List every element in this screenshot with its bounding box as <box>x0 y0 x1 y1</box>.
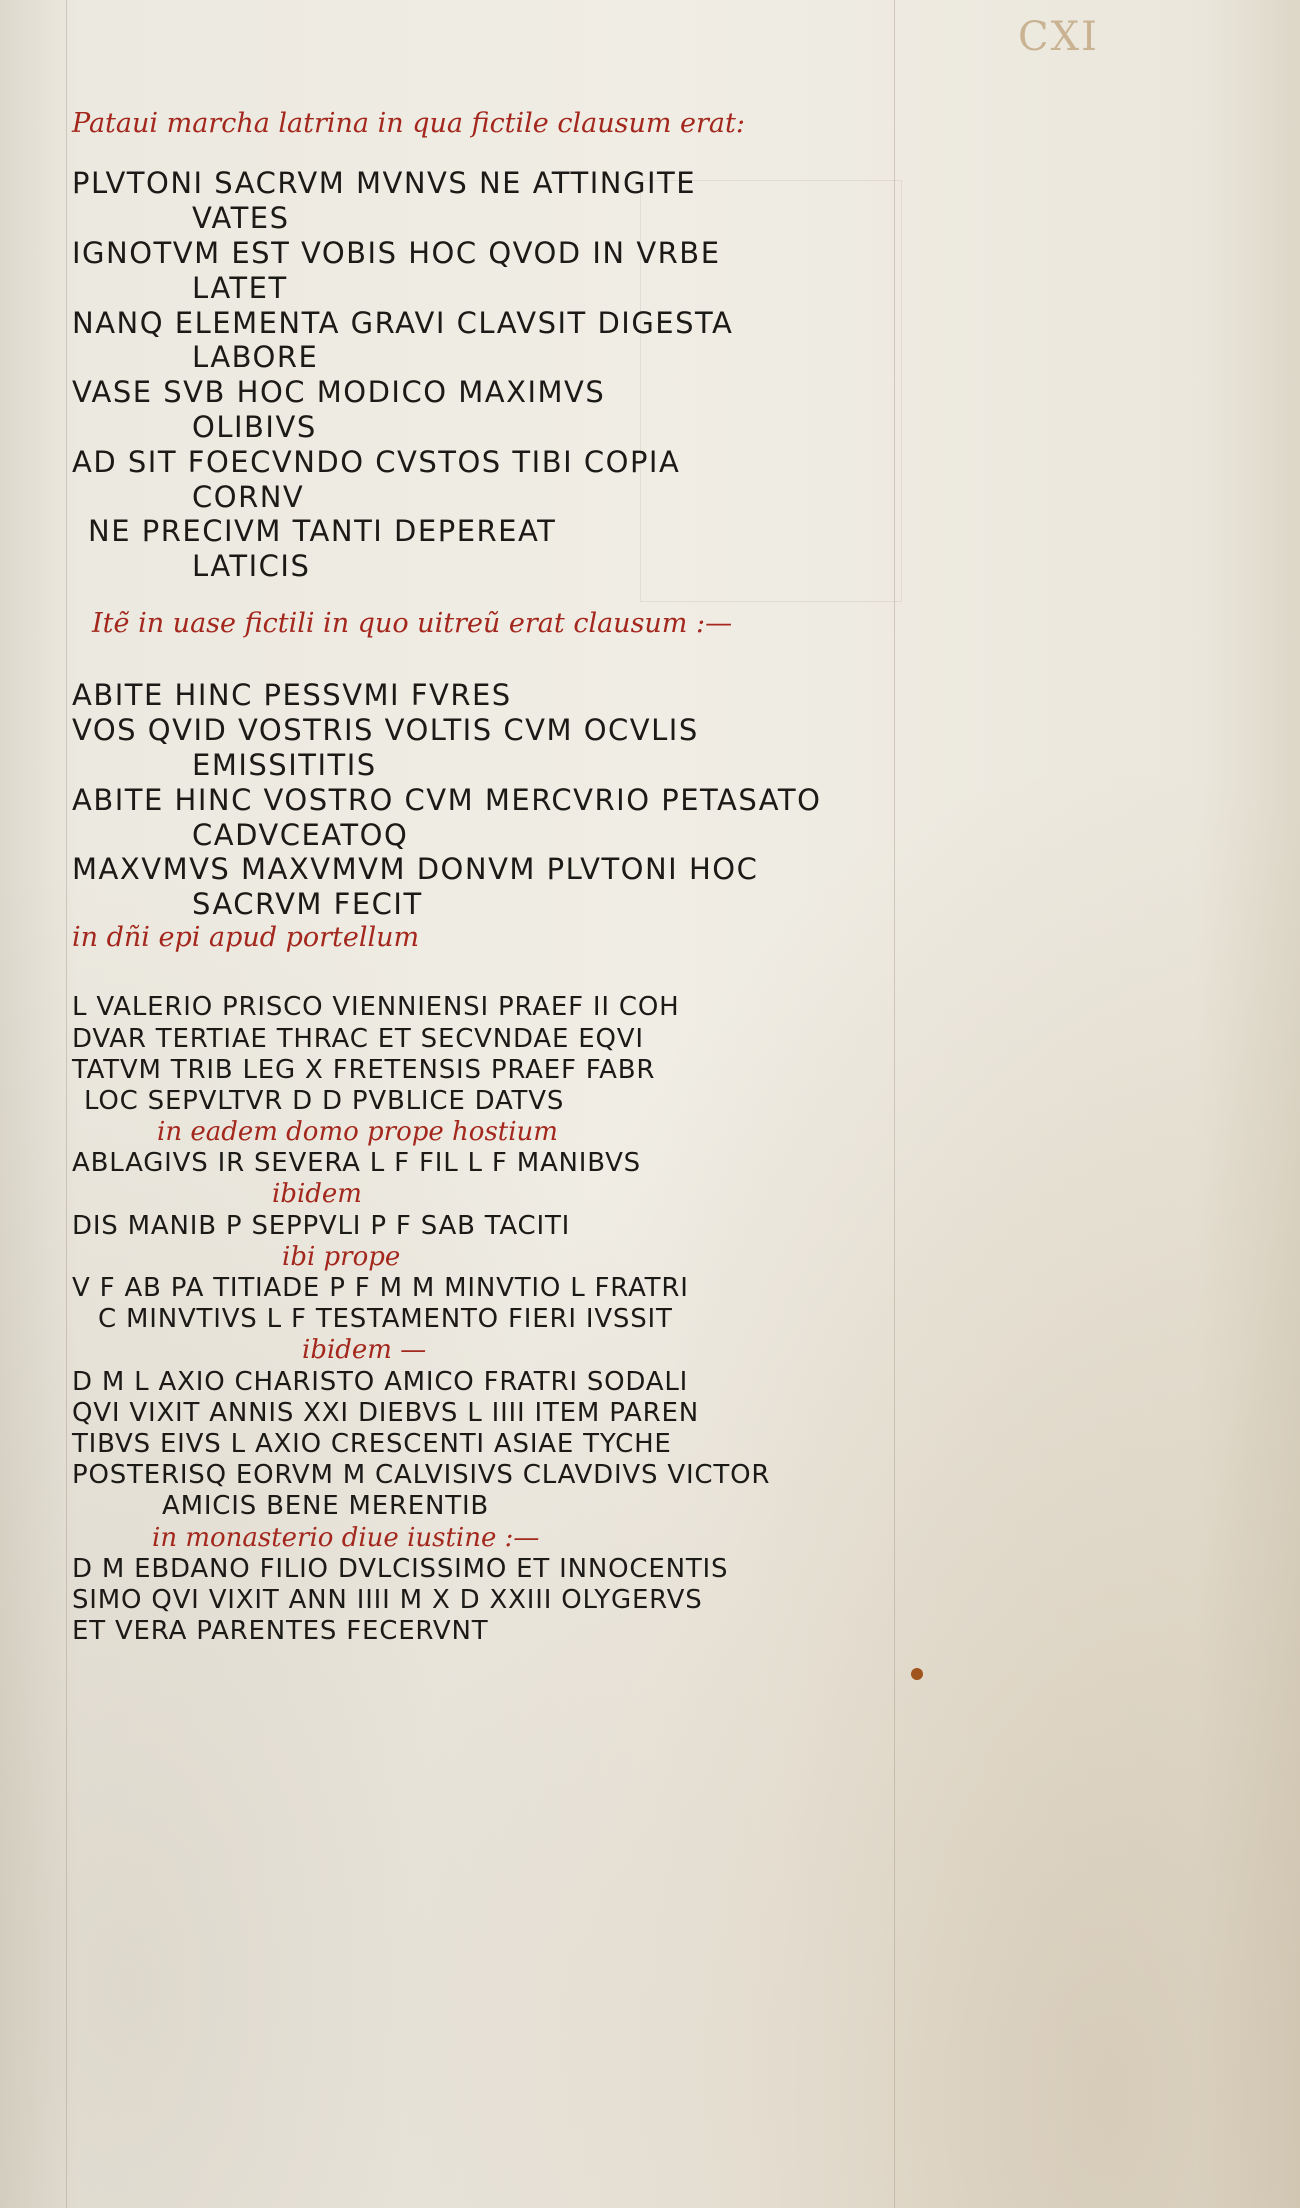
inscription-line: ABITE HINC VOSTRO CVM MERCVRIO PETASATO <box>72 782 822 817</box>
inscription-line: EMISSITITIS <box>192 747 377 782</box>
section-heading: in monasterio diue iustine :— <box>152 1522 540 1553</box>
inscription-line: DVAR TERTIAE THRAC ET SECVNDAE EQVI <box>72 1023 644 1054</box>
inscription-line: V F AB PA TITIADE P F M M MINVTIO L FRATRI <box>72 1273 689 1303</box>
inscription-line: PLVTONI SACRVM MVNVS NE ATTINGITE <box>72 166 697 201</box>
inscription-line: D M L AXIO CHARISTO AMICO FRATRI SODALI <box>72 1366 689 1397</box>
inscription-line: QVI VIXIT ANNIS XXI DIEBVS L IIII ITEM PAREN <box>72 1397 699 1428</box>
section-heading: ibidem <box>272 1179 362 1210</box>
inscription-line: OLIBIVS <box>192 409 317 444</box>
inscription-line: MAXVMVS MAXVMVM DONVM PLVTONI HOC <box>72 852 759 887</box>
inscription-line: AMICIS BENE MERENTIB <box>162 1491 490 1522</box>
section-heading: ibi prope <box>282 1241 401 1272</box>
inscription-line: NE PRECIVM TANTI DEPEREAT <box>88 514 557 549</box>
inscription-line: TIBVS EIVS L AXIO CRESCENTI ASIAE TYCHE <box>72 1428 672 1459</box>
inscription-line: VATES <box>192 201 290 236</box>
section-heading: Pataui marcha latrina in qua fictile clausum erat: <box>72 108 745 139</box>
inscription-line: POSTERISQ EORVM M CALVISIVS CLAVDIVS VICTOR <box>72 1460 771 1491</box>
inscription-line: DIS MANIB P SEPPVLI P F SAB TACITI <box>72 1210 571 1241</box>
inscription-line: AD SIT FOECVNDO CVSTOS TIBI COPIA <box>72 444 681 479</box>
ruling-line-left <box>66 0 67 2208</box>
inscription-line: LATET <box>192 270 288 305</box>
inscription-line: IGNOTVM EST VOBIS HOC QVOD IN VRBE <box>72 235 721 270</box>
folio-number: CXI <box>1018 14 1099 60</box>
inscription-line: SACRVM FECIT <box>192 887 423 922</box>
inscription-line: L VALERIO PRISCO VIENNIENSI PRAEF II COH <box>72 992 680 1023</box>
section-heading: in dñi epi apud portellum <box>72 921 420 953</box>
inscription-line: ET VERA PARENTES FECERVNT <box>72 1616 489 1647</box>
ink-spot <box>911 1668 923 1680</box>
section-heading: in eadem domo prope hostium <box>157 1117 558 1148</box>
inscription-line: VASE SVB HOC MODICO MAXIMVS <box>72 375 606 410</box>
inscription-line: TATVM TRIB LEG X FRETENSIS PRAEF FABR <box>72 1054 656 1085</box>
inscription-line: ABITE HINC PESSVMI FVRES <box>72 678 512 713</box>
inscription-line: CORNV <box>192 479 305 514</box>
inscription-line: CADVCEATOQ <box>192 817 409 852</box>
inscription-line: ABLAGIVS IR SEVERA L F FIL L F MANIBVS <box>72 1148 641 1179</box>
inscription-line: LABORE <box>192 340 319 375</box>
inscription-line: LOC SEPVLTVR D D PVBLICE DATVS <box>84 1085 565 1116</box>
inscription-line: C MINVTIVS L F TESTAMENTO FIERI IVSSIT <box>98 1304 673 1335</box>
inscription-line: VOS QVID VOSTRIS VOLTIS CVM OCVLIS <box>72 713 699 748</box>
section-heading: Itẽ in uase fictili in quo uitreũ erat clausum :— <box>92 607 733 639</box>
inscriptions <box>72 108 932 1647</box>
inscription-line: NANQ ELEMENTA GRAVI CLAVSIT DIGESTA <box>72 305 734 340</box>
inscription-line: SIMO QVI VIXIT ANN IIII M X D XXIII OLYGERVS <box>72 1584 703 1615</box>
section-heading: ibidem — <box>302 1335 427 1366</box>
inscription-line: LATICIS <box>192 549 311 584</box>
inscription-line: D M EBDANO FILIO DVLCISSIMO ET INNOCENTIS <box>72 1553 729 1584</box>
